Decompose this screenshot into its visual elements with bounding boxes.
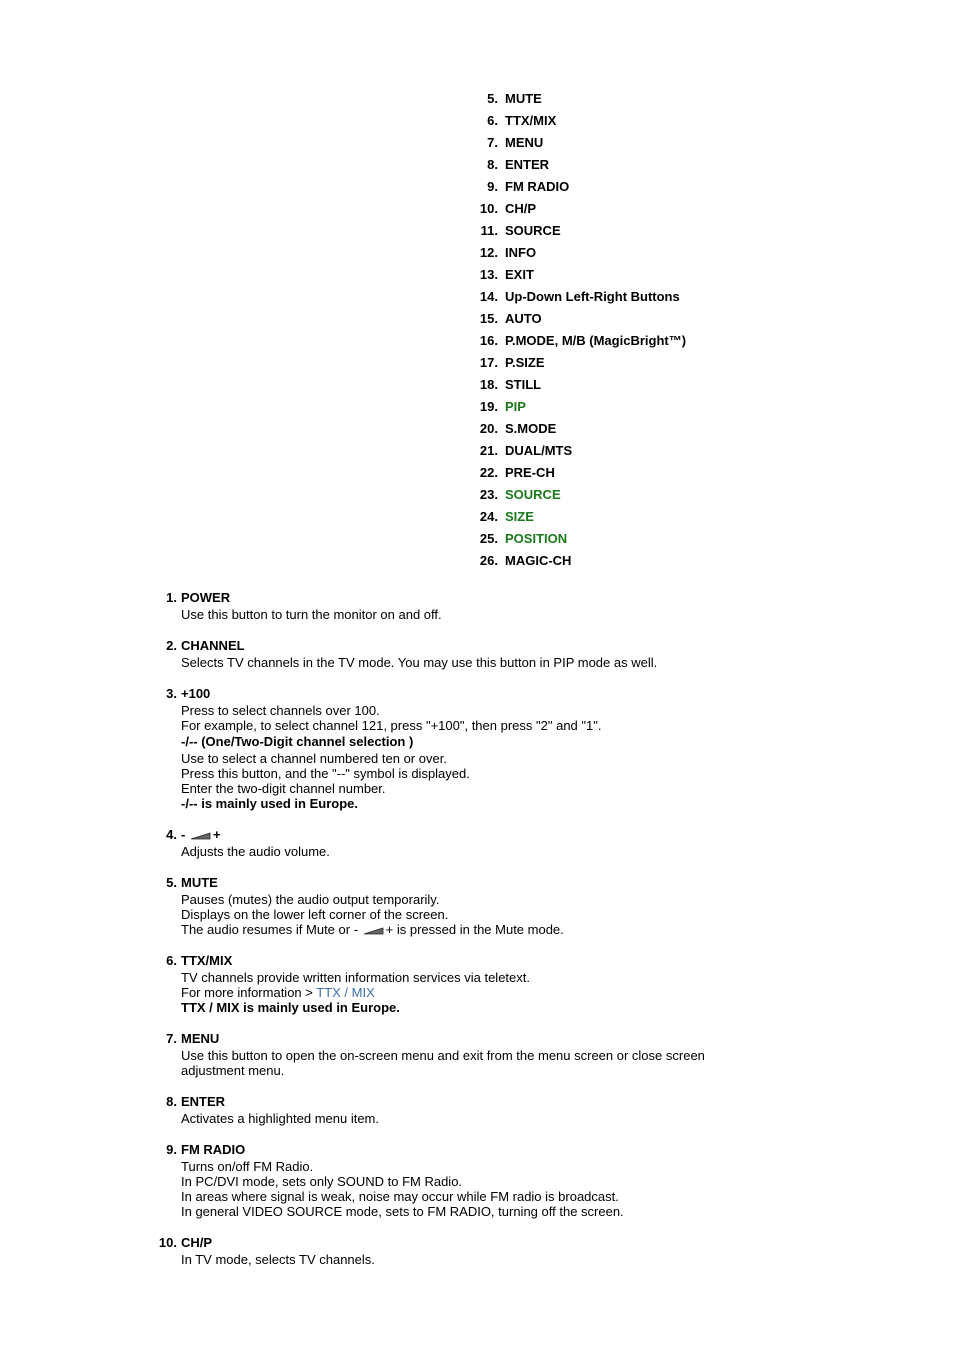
- ttx-mix-link[interactable]: TTX / MIX: [316, 985, 375, 1000]
- toc-item-label: FM RADIO: [505, 178, 570, 194]
- item-title: MENU: [181, 1031, 220, 1046]
- toc-item: [470, 153, 686, 175]
- toc-item: [470, 87, 686, 109]
- toc-item-label: S.MODE: [505, 420, 557, 436]
- item-text: [181, 922, 770, 937]
- toc-item-number: 11.: [480, 222, 498, 238]
- title-plus: +: [212, 827, 221, 842]
- item-subtitle: -/-- (One/Two-Digit channel selection ): [181, 734, 414, 749]
- toc-item-number: 23.: [479, 486, 498, 502]
- item-number: 1.: [166, 590, 177, 605]
- toc-item: [470, 285, 686, 307]
- toc-item-number: 9.: [487, 178, 498, 194]
- item-number: 8.: [166, 1094, 177, 1109]
- toc-item-label: P.SIZE: [505, 354, 545, 370]
- toc-item: [470, 549, 686, 571]
- item-number: 4.: [166, 827, 177, 842]
- item-volume: [150, 826, 770, 859]
- toc-item[interactable]: [470, 527, 686, 549]
- text-part: The audio resumes if Mute or -: [181, 922, 359, 937]
- item-title: [181, 826, 770, 844]
- toc-item: [470, 219, 686, 241]
- item-text: Turns on/off FM Radio.: [181, 1159, 314, 1174]
- toc-item-label: Up-Down Left-Right Buttons: [505, 288, 680, 304]
- item-text: In general VIDEO SOURCE mode, sets to FM RADIO, turning off the screen.: [181, 1204, 624, 1219]
- item-number: 7.: [166, 1031, 177, 1046]
- toc-item-number: 24.: [479, 508, 498, 524]
- toc-item-number: 5.: [487, 90, 498, 106]
- item-title: ENTER: [181, 1094, 226, 1109]
- toc-item-number: 20.: [479, 420, 498, 436]
- toc-item-number: 8.: [487, 156, 498, 172]
- item-text: Displays on the lower left corner of the screen.: [181, 907, 449, 922]
- toc-item: [470, 329, 686, 351]
- item-fm-radio: [150, 1141, 770, 1219]
- toc-item: [470, 175, 686, 197]
- toc-item-number: 10.: [479, 200, 498, 216]
- item-note: TTX / MIX is mainly used in Europe.: [181, 1000, 400, 1015]
- item-text: Press this button, and the "--" symbol is displayed.: [181, 766, 470, 781]
- toc-item-link[interactable]: POSITION: [505, 530, 568, 546]
- toc-item-number: 15.: [479, 310, 498, 326]
- toc-item-label: SOURCE: [505, 222, 561, 238]
- item-title: MUTE: [181, 875, 218, 890]
- item-plus100: [150, 685, 770, 811]
- item-text: In areas where signal is weak, noise may occur while FM radio is broadcast.: [181, 1189, 619, 1204]
- item-title: CH/P: [181, 1235, 213, 1250]
- toc-item-label: INFO: [505, 244, 537, 260]
- item-number: 6.: [166, 953, 177, 968]
- toc-item: [470, 461, 686, 483]
- toc-item-label: MENU: [505, 134, 544, 150]
- item-text: Use this button to open the on-screen menu and exit from the menu screen or close screen: [181, 1048, 705, 1063]
- toc-item-link[interactable]: SOURCE: [505, 486, 561, 502]
- toc-item-label: AUTO: [505, 310, 542, 326]
- item-text: TV channels provide written information services via teletext.: [181, 970, 530, 985]
- volume-ramp-icon: [364, 927, 384, 935]
- item-text: For example, to select channel 121, press "+100", then press "2" and "1".: [181, 718, 602, 733]
- toc-item-label: P.MODE, M/B (MagicBright™): [505, 332, 687, 348]
- toc-item-number: 6.: [487, 112, 498, 128]
- toc-item[interactable]: [470, 395, 686, 417]
- title-minus: -: [181, 827, 186, 842]
- toc-item-number: 25.: [479, 530, 498, 546]
- toc-item-number: 22.: [479, 464, 498, 480]
- toc-item: [470, 109, 686, 131]
- toc-item-label: EXIT: [505, 266, 534, 282]
- toc-item-label: TTX/MIX: [505, 112, 557, 128]
- toc-item: [470, 197, 686, 219]
- toc-item-label: CH/P: [505, 200, 537, 216]
- item-text: Pauses (mutes) the audio output temporarily.: [181, 892, 440, 907]
- toc-item: [470, 241, 686, 263]
- item-number: 10.: [158, 1235, 177, 1250]
- toc-item-label: MAGIC-CH: [505, 552, 572, 568]
- toc-item-number: 12.: [479, 244, 498, 260]
- text-part: + is pressed in the Mute mode.: [385, 922, 564, 937]
- item-title: CHANNEL: [181, 638, 245, 653]
- text-part: For more information >: [181, 985, 313, 1000]
- item-title: FM RADIO: [181, 1142, 246, 1157]
- button-descriptions: [150, 589, 770, 1282]
- toc-item-number: 18.: [479, 376, 498, 392]
- toc-item-number: 13.: [479, 266, 498, 282]
- item-ttx: [150, 952, 770, 1015]
- toc-item-number: 7.: [487, 134, 498, 150]
- item-text: In PC/DVI mode, sets only SOUND to FM Radio.: [181, 1174, 463, 1189]
- item-text: Enter the two-digit channel number.: [181, 781, 386, 796]
- item-menu: [150, 1030, 770, 1078]
- item-power: [150, 589, 770, 622]
- item-text: Use to select a channel numbered ten or over.: [181, 751, 447, 766]
- toc-item: [470, 439, 686, 461]
- item-text: In TV mode, selects TV channels.: [181, 1252, 375, 1267]
- toc-item-label: STILL: [505, 376, 542, 392]
- volume-ramp-icon: [191, 832, 211, 840]
- item-title: TTX/MIX: [181, 953, 233, 968]
- item-text: Activates a highlighted menu item.: [181, 1111, 379, 1126]
- toc-item: [470, 263, 686, 285]
- toc-item-number: 21.: [479, 442, 498, 458]
- item-title: +100: [181, 686, 211, 701]
- item-number: 9.: [166, 1142, 177, 1157]
- toc-item-link[interactable]: PIP: [505, 398, 526, 414]
- toc-item-label: PRE-CH: [505, 464, 555, 480]
- item-text: Press to select channels over 100.: [181, 703, 380, 718]
- item-text: Use this button to turn the monitor on and off.: [181, 607, 442, 622]
- item-mute: [150, 874, 770, 937]
- toc-item-number: 16.: [479, 332, 498, 348]
- item-chp: [150, 1234, 770, 1267]
- item-text: [181, 985, 770, 1000]
- toc-item-link[interactable]: SIZE: [505, 508, 534, 524]
- toc-item[interactable]: [470, 505, 686, 527]
- toc-item: [470, 351, 686, 373]
- item-text: adjustment menu.: [181, 1063, 285, 1078]
- toc-item-label: ENTER: [505, 156, 550, 172]
- toc-item-number: 17.: [479, 354, 498, 370]
- toc-item: [470, 307, 686, 329]
- toc-item-number: 26.: [479, 552, 498, 568]
- toc-item-label: MUTE: [505, 90, 542, 106]
- item-number: 2.: [166, 638, 177, 653]
- item-note: -/-- is mainly used in Europe.: [181, 796, 358, 811]
- toc-item-number: 19.: [479, 398, 498, 414]
- toc-item: [470, 417, 686, 439]
- item-title: POWER: [181, 590, 231, 605]
- toc-item-label: DUAL/MTS: [505, 442, 573, 458]
- button-index-list: [470, 87, 686, 571]
- toc-item: [470, 131, 686, 153]
- toc-item-number: 14.: [479, 288, 498, 304]
- item-number: 5.: [166, 875, 177, 890]
- item-channel: [150, 637, 770, 670]
- item-text: Adjusts the audio volume.: [181, 844, 330, 859]
- item-text: Selects TV channels in the TV mode. You may use this button in PIP mode as well.: [181, 655, 658, 670]
- item-number: 3.: [166, 686, 177, 701]
- toc-item: [470, 373, 686, 395]
- toc-item[interactable]: [470, 483, 686, 505]
- item-enter: [150, 1093, 770, 1126]
